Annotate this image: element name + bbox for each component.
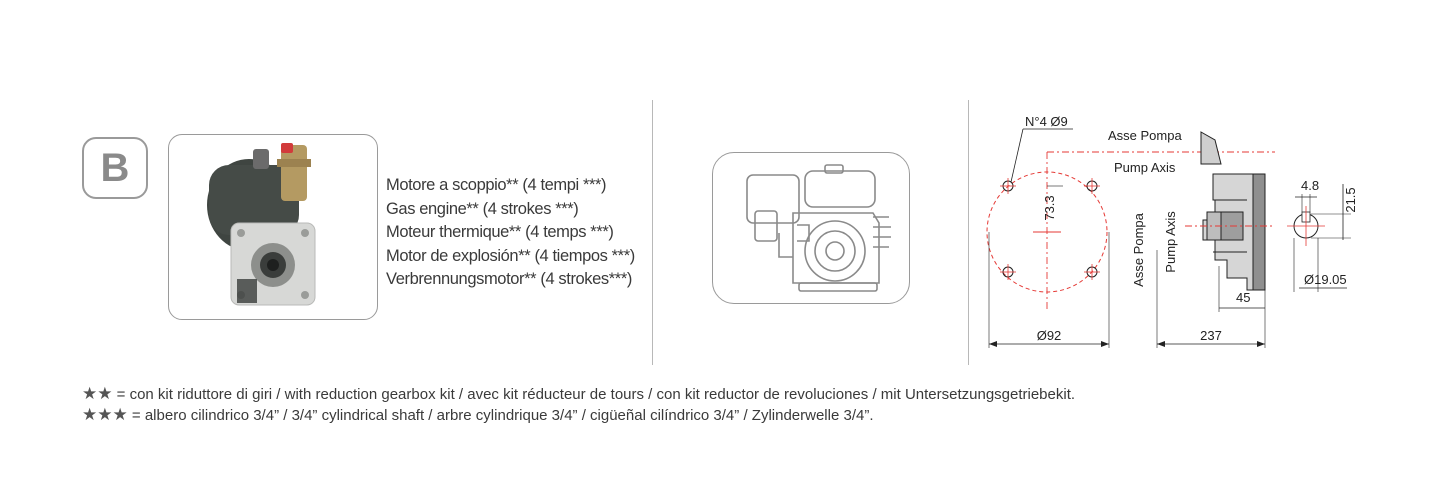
engine-illustration xyxy=(713,153,911,305)
footnote-text: = albero cilindrico 3/4” / 3/4” cylindrical shaft / arbre cylindrique 3/4” / cigüeñal cilíndrico 3/4” / Zylinderwelle 3/4”. xyxy=(131,407,874,424)
dim-237: 237 xyxy=(1200,328,1222,343)
footnote-row xyxy=(82,384,1075,405)
axis-label-en-vertical: Pump Axis xyxy=(1163,211,1178,273)
dim-shaft-diameter: Ø19.05 xyxy=(1304,272,1347,287)
engine-description-fr: Moteur thermique** (4 temps ***) xyxy=(386,223,614,241)
footnotes xyxy=(82,384,1075,426)
footnote-text: = con kit riduttore di giri / with reduction gearbox kit / avec kit réducteur de tours / con kit reductor de revoluciones / mit Untersetzungsgetriebekit. xyxy=(116,386,1076,403)
holes-label: N°4 Ø9 xyxy=(1025,114,1068,129)
section-badge: B xyxy=(82,137,148,199)
dim-diameter-92: Ø92 xyxy=(1036,328,1062,343)
dim-45: 45 xyxy=(1236,290,1251,305)
engine-illustration-frame xyxy=(712,152,910,304)
axis-label-it: Asse Pompa xyxy=(1108,128,1182,143)
engine-description-es: Motor de explosión** (4 tiempos ***) xyxy=(386,246,635,265)
dim-21-5: 21.5 xyxy=(1343,187,1358,213)
engine-description-en: Gas engine** (4 strokes ***) xyxy=(386,199,579,218)
engine-description-it: Motore a scoppio** (4 tempi ***) xyxy=(386,176,607,194)
pump-side-view xyxy=(1201,132,1265,290)
axis-label-it-vertical: Asse Pompa xyxy=(1131,213,1146,287)
column-divider xyxy=(652,100,653,365)
dim-4-8: 4.8 xyxy=(1301,178,1320,193)
footnote-stars: ★★★ xyxy=(82,405,128,424)
technical-drawing xyxy=(975,100,1375,360)
pump-photo xyxy=(169,135,379,321)
column-divider xyxy=(968,100,969,365)
engine-description-list xyxy=(386,174,635,292)
footnote-row xyxy=(82,405,1075,426)
pump-photo-frame xyxy=(168,134,378,320)
footnote-stars: ★★ xyxy=(82,384,113,403)
axis-label-en: Pump Axis xyxy=(1114,160,1176,175)
engine-description-de: Verbrennungsmotor** (4 strokes***) xyxy=(386,270,632,288)
dim-73-3: 73.3 xyxy=(1042,195,1057,221)
